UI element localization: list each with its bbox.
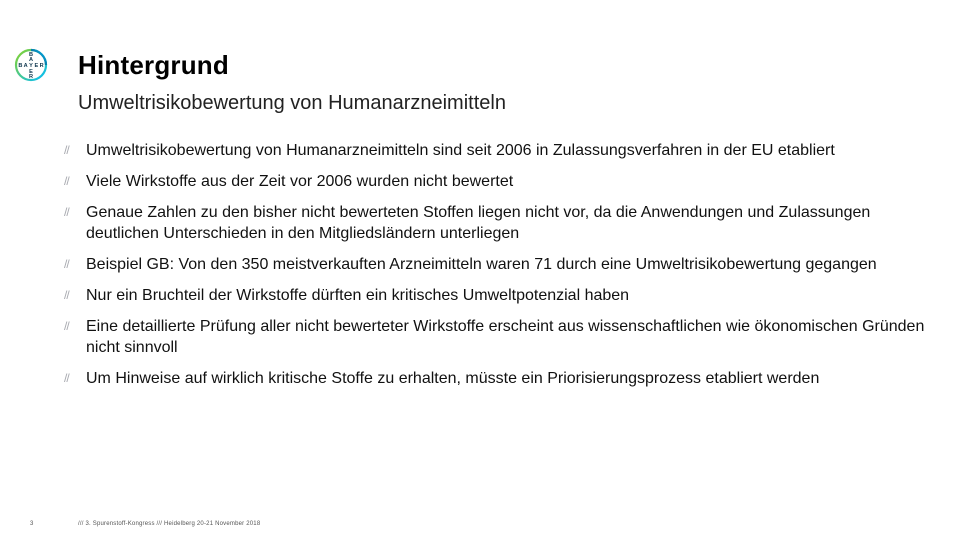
- bullet-item: [64, 254, 934, 275]
- bullet-text: Eine detaillierte Prüfung aller nicht bewerteter Wirkstoffe erscheint aus wissenschaftlichen wie ökonomischen Gründen nicht sinnvoll: [86, 318, 925, 356]
- bullet-text: Nur ein Bruchteil der Wirkstoffe dürften ein kritisches Umweltpotenzial haben: [86, 287, 630, 304]
- bullet-text: Genaue Zahlen zu den bisher nicht bewerteten Stoffen liegen nicht vor, da die Anwendungen und Zulassungen deutlichen Unterschieden in den Mitgliedsländern unterliegen: [86, 204, 871, 242]
- bullet-item: [64, 285, 934, 306]
- bullet-marker: //: [64, 143, 69, 157]
- bullet-marker: //: [64, 319, 69, 333]
- bullet-item: [64, 316, 934, 358]
- svg-text:R: R: [39, 63, 44, 69]
- slide-subtitle: Umweltrisikobewertung von Humanarzneimitteln: [78, 92, 506, 114]
- page-number: 3: [30, 521, 34, 527]
- svg-text:E: E: [34, 63, 39, 69]
- svg-text:B: B: [18, 63, 23, 69]
- footer-text: /// 3. Spurenstoff-Kongress /// Heidelberg 20-21 November 2018: [78, 521, 261, 527]
- bullet-marker: //: [64, 288, 69, 302]
- svg-text:Y: Y: [29, 63, 33, 69]
- svg-text:A: A: [28, 57, 34, 64]
- bullet-item: [64, 202, 934, 244]
- slide-title: Hintergrund: [78, 50, 229, 80]
- bullet-marker: //: [64, 371, 69, 385]
- svg-text:B: B: [28, 52, 34, 59]
- bullet-item: [64, 368, 934, 389]
- bayer-cross-icon: [14, 48, 48, 82]
- bullet-marker: //: [64, 174, 69, 188]
- bullet-text: Um Hinweise auf wirklich kritische Stoffe zu erhalten, müsste ein Priorisierungsprozess etabliert werden: [86, 370, 820, 387]
- bullet-text: Beispiel GB: Von den 350 meistverkauften Arzneimitteln waren 71 durch eine Umweltrisikobewertung gegangen: [86, 256, 877, 273]
- bullet-marker: //: [64, 257, 69, 271]
- bullet-text: Umweltrisikobewertung von Humanarzneimitteln sind seit 2006 in Zulassungsverfahren in der EU etabliert: [86, 142, 835, 159]
- bullet-list: [64, 140, 934, 389]
- svg-text:E: E: [29, 68, 33, 75]
- bullet-item: [64, 171, 934, 192]
- bullet-marker: //: [64, 205, 69, 219]
- svg-text:R: R: [28, 74, 34, 80]
- bullet-item: [64, 140, 934, 161]
- bullet-text: Viele Wirkstoffe aus der Zeit vor 2006 wurden nicht bewertet: [86, 173, 514, 190]
- svg-text:A: A: [23, 63, 28, 69]
